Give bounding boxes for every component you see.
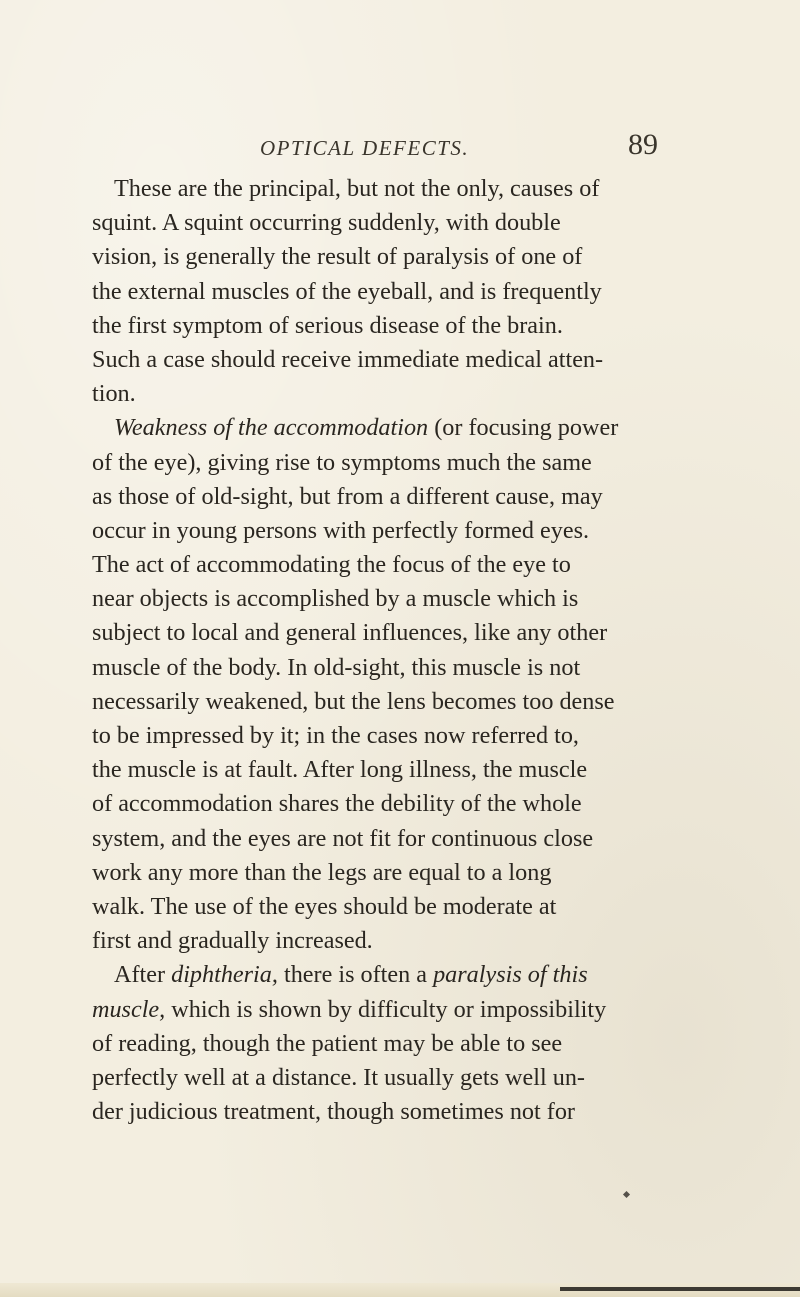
text-line: near objects is accomplished by a muscle which is xyxy=(92,585,579,613)
text-line: These are the principal, but not the only, causes of xyxy=(114,175,600,202)
text-line: subject to local and general influences, like any other xyxy=(92,619,608,647)
page-number: 89 xyxy=(628,128,658,161)
text-line: perfectly well at a distance. It usually gets well un- xyxy=(92,1063,585,1091)
text-line: as those of old-sight, but from a different cause, may xyxy=(92,482,603,510)
text-line: squint. A squint occurring suddenly, with double xyxy=(92,209,561,237)
text-line xyxy=(92,958,698,992)
running-title: OPTICAL DEFECTS. xyxy=(260,136,470,160)
text-line xyxy=(92,411,698,445)
text-line: work any more than the legs are equal to a long xyxy=(92,858,552,886)
text-line: the muscle is at fault. After long illness, the muscle xyxy=(92,756,588,784)
text-line: vision, is generally the result of paralysis of one of xyxy=(92,243,583,271)
text-span: there is often a xyxy=(277,961,434,989)
italic-phrase: muscle, xyxy=(92,995,166,1023)
text-line: system, and the eyes are not fit for continuous close xyxy=(92,824,594,852)
ink-speck xyxy=(623,1191,630,1198)
text-span: which is shown by difficulty or impossibility xyxy=(165,995,607,1023)
text-line: of the eye), giving rise to symptoms much the same xyxy=(92,448,592,476)
page-edge xyxy=(0,1283,800,1297)
text-line: to be impressed by it; in the cases now referred to, xyxy=(92,722,579,749)
italic-phrase: diphtheria, xyxy=(171,961,278,989)
italic-phrase: Weakness of the accommodation xyxy=(114,414,429,442)
text-line: occur in young persons with perfectly formed eyes. xyxy=(92,516,590,544)
text-line: The act of accommodating the focus of the eye to xyxy=(92,551,571,579)
text-line xyxy=(92,993,698,1027)
text-span: After xyxy=(114,961,172,989)
body-text xyxy=(92,172,698,1129)
text-line: walk. The use of the eyes should be moderate at xyxy=(92,892,557,920)
text-line: the external muscles of the eyeball, and is frequently xyxy=(92,277,602,305)
text-line: tion. xyxy=(92,380,136,408)
text-line: Such a case should receive immediate medical atten- xyxy=(92,345,604,373)
text-line: necessarily weakened, but the lens becomes too dense xyxy=(92,687,615,715)
page-edge-shadow xyxy=(560,1287,800,1291)
text-span: (or focusing power xyxy=(428,414,619,442)
text-line: of reading, though the patient may be able to see xyxy=(92,1029,563,1057)
italic-phrase: paralysis of this xyxy=(433,961,588,989)
text-line: first and gradually increased. xyxy=(92,927,373,955)
text-line: muscle of the body. In old-sight, this muscle is not xyxy=(92,653,581,681)
text-line: the first symptom of serious disease of the brain. xyxy=(92,311,563,339)
text-line: of accommodation shares the debility of the whole xyxy=(92,790,582,818)
text-line: der judicious treatment, though sometimes not for xyxy=(92,1098,575,1126)
